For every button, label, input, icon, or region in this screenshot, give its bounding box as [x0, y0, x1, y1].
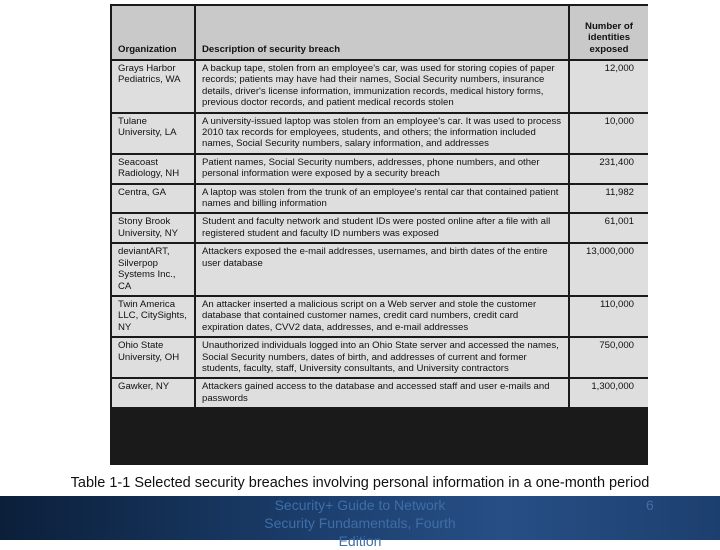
security-breach-table: [110, 4, 650, 409]
table-row: [112, 244, 648, 295]
slide-footer: [0, 496, 720, 549]
cell-identities: 11,982: [570, 185, 648, 213]
breach-table-panel: [110, 4, 648, 465]
table-row: [112, 185, 648, 213]
table-row: [112, 338, 648, 377]
table-row: [112, 379, 648, 407]
cell-description: Attackers exposed the e-mail addresses, usernames, and birth dates of the entire user database: [196, 244, 568, 295]
cell-description: Student and faculty network and student IDs were posted online after a file with all registered student and faculty ID numbers was exposed: [196, 214, 568, 242]
cell-identities: 750,000: [570, 338, 648, 377]
cell-description: Patient names, Social Security numbers, addresses, phone numbers, and other personal information were exposed by a security breach: [196, 155, 568, 183]
cell-identities: 13,000,000: [570, 244, 648, 295]
cell-description: A laptop was stolen from the trunk of an employee's rental car that contained patient names and billing information: [196, 185, 568, 213]
table-row: [112, 155, 648, 183]
table-caption: Table 1-1 Selected security breaches involving personal information in a one-month period: [70, 475, 650, 491]
cell-organization: Grays Harbor Pediatrics, WA: [112, 61, 194, 112]
table-row: [112, 214, 648, 242]
cell-organization: Seacoast Radiology, NH: [112, 155, 194, 183]
cell-description: A university-issued laptop was stolen from an employee's car. It was used to process 2010 tax records for employees, students, and others; the information included names, Social Security numbers, salary information, and addresses: [196, 114, 568, 153]
cell-description: An attacker inserted a malicious script on a Web server and stole the customer database that contained customer names, credit card numbers, credit card expiration dates, CVV2 data, addresses, and e-mail addresses: [196, 297, 568, 336]
footer-title: Security+ Guide to Network Security Fundamentals, Fourth Edition: [264, 497, 456, 549]
cell-identities: 10,000: [570, 114, 648, 153]
table-header-row: [112, 6, 648, 59]
table-row: [112, 114, 648, 153]
cell-identities: 12,000: [570, 61, 648, 112]
cell-description: Attackers gained access to the database and accessed staff and user e-mails and passwords: [196, 379, 568, 407]
cell-organization: Gawker, NY: [112, 379, 194, 407]
cell-identities: 231,400: [570, 155, 648, 183]
cell-organization: Stony Brook University, NY: [112, 214, 194, 242]
cell-organization: Ohio State University, OH: [112, 338, 194, 377]
table-row: [112, 297, 648, 336]
cell-description: Unauthorized individuals logged into an Ohio State server and accessed the names, Social Security numbers, dates of birth, and addresses of current and former students, faculty, staff, University consultants, and University contractors: [196, 338, 568, 377]
page-number: 6: [646, 497, 654, 513]
table-row: [112, 61, 648, 112]
header-description: Description of security breach: [196, 6, 568, 59]
cell-organization: Tulane University, LA: [112, 114, 194, 153]
cell-identities: 1,300,000: [570, 379, 648, 407]
header-identities: Number of identities exposed: [570, 6, 648, 59]
cell-description: A backup tape, stolen from an employee's car, was used for storing copies of paper records; patients may have had their names, Social Security numbers, insurance details, driver's license information, immunization records, medical history forms, previous doctor records, and patient medical records stolen: [196, 61, 568, 112]
cell-identities: 110,000: [570, 297, 648, 336]
cell-identities: 61,001: [570, 214, 648, 242]
cell-organization: deviantART, Silverpop Systems Inc., CA: [112, 244, 194, 295]
cell-organization: Twin America LLC, CitySights, NY: [112, 297, 194, 336]
cell-organization: Centra, GA: [112, 185, 194, 213]
header-organization: Organization: [112, 6, 194, 59]
